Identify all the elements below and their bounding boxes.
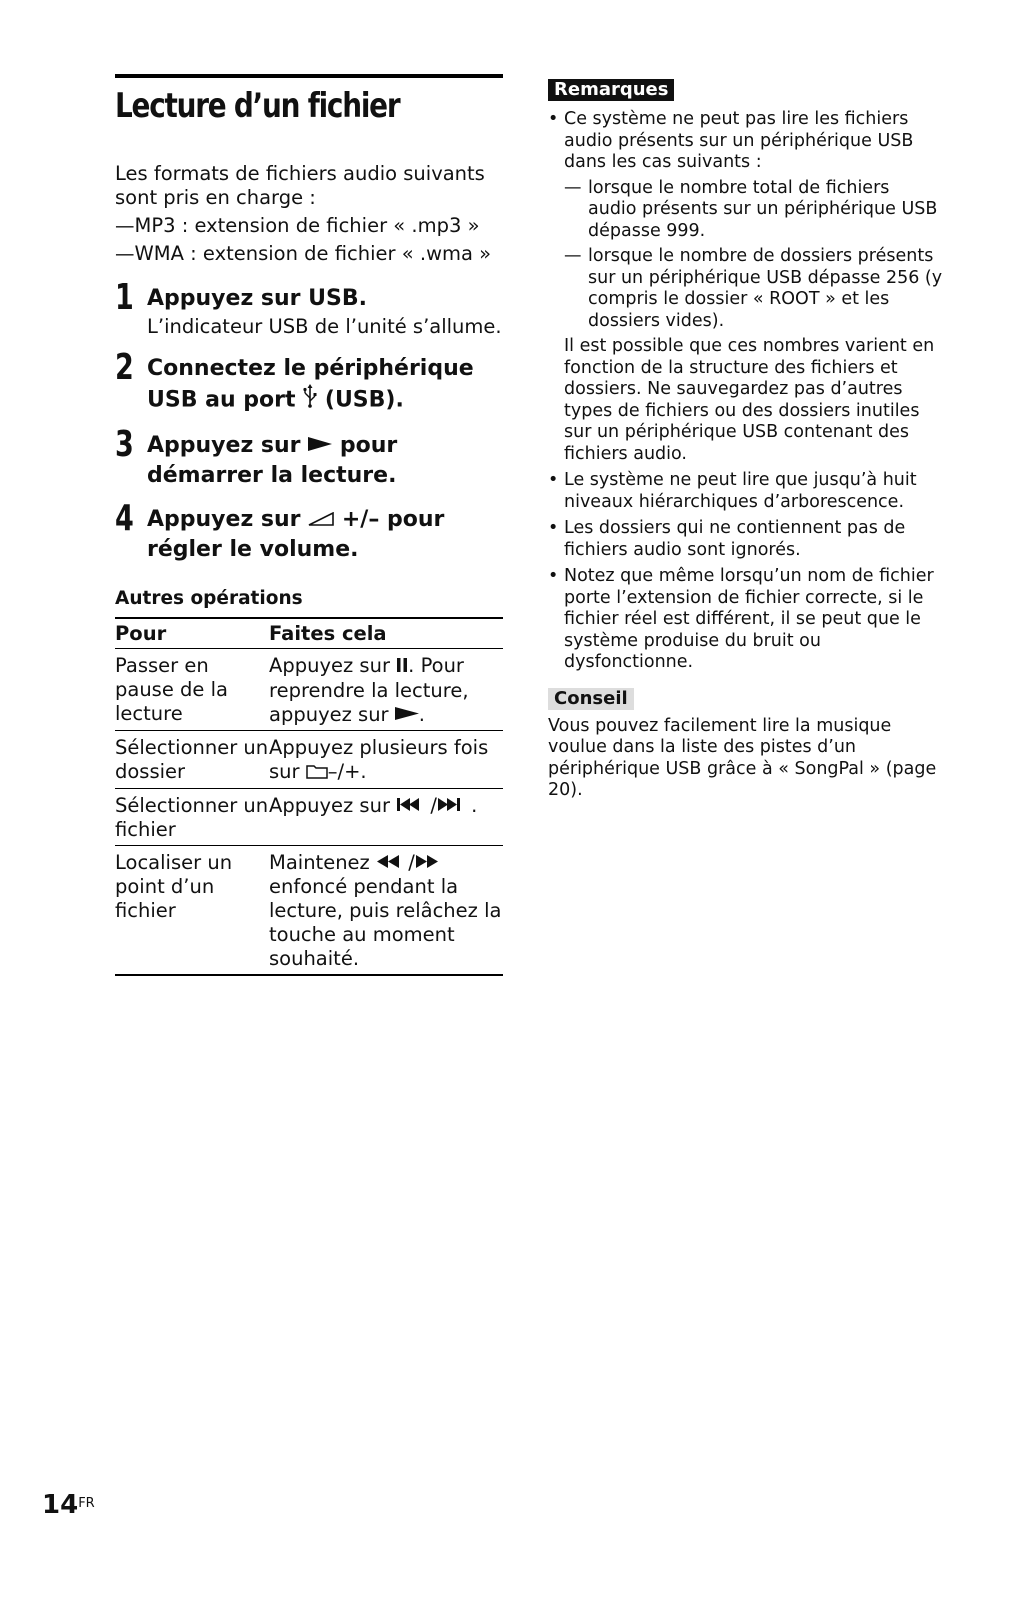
row-how: [269, 731, 503, 789]
how-text: Maintenez: [269, 850, 370, 874]
how-text: Appuyez sur: [269, 793, 390, 817]
table-row: [115, 845, 503, 975]
right-column: [548, 79, 943, 802]
row-how: [269, 845, 503, 975]
conseil-section: [548, 688, 943, 802]
ops-title: Autres opérations: [115, 588, 303, 609]
step-2: [115, 347, 503, 417]
col-header-faites: Faites cela: [269, 618, 503, 649]
skip-back-icon: [396, 794, 424, 818]
fast-forward-icon: [415, 851, 441, 875]
how-separator: /: [430, 793, 437, 817]
how-text-3: .: [418, 702, 425, 726]
how-text-2: . Pour reprendre la lecture, appuyez sur: [269, 654, 469, 726]
table-header-row: [115, 618, 503, 649]
list-item: — lorsque le nombre total de fichiers audio présents sur un périphérique USB dépasse 999.: [564, 177, 938, 241]
how-text-2: –/+.: [327, 760, 367, 783]
left-column: [115, 74, 503, 976]
list-item: • Notez que même lorsqu’un nom de fichier porte l’extension de fichier correcte, si le fichier réel est différent, il se peut que le système produise du bruit ou dysfonctionne.: [548, 566, 943, 674]
note-text: Ce système ne peut pas lire les fichiers audio présents sur un périphérique USB dans les cas suivants :: [564, 109, 914, 172]
format-wma: —WMA : extension de fichier « .wma »: [115, 242, 492, 265]
play-icon: [308, 431, 332, 461]
list-item: • Les dossiers qui ne contiennent pas de fichiers audio sont ignorés.: [548, 518, 943, 561]
ops-table: [115, 617, 503, 976]
step-head-text: Appuyez sur: [147, 433, 301, 458]
step-4: [115, 498, 503, 565]
volume-icon: [308, 505, 334, 535]
step-1: [115, 277, 503, 340]
col-header-pour: Pour: [115, 618, 269, 649]
how-text-3: .: [471, 793, 478, 817]
step-head-text: Connectez le périphérique USB au port: [147, 356, 474, 413]
step-number: 1: [115, 277, 134, 318]
how-text-3: enfoncé pendant la lecture, puis relâchez la touche au moment souhaité.: [269, 875, 502, 970]
usb-icon: [303, 384, 317, 417]
how-text: Appuyez sur: [269, 654, 390, 677]
how-separator: /: [408, 850, 415, 874]
page-number: [42, 1490, 95, 1520]
skip-forward-icon: [437, 794, 465, 818]
page-lang: FR: [78, 1496, 95, 1511]
list-item: — lorsque le nombre de dossiers présents sur un périphérique USB dépasse 256 (y compris le dossier « ROOT » et les dossiers vides).: [564, 246, 943, 331]
step-head: [147, 431, 503, 491]
title-rule: [115, 74, 503, 78]
table-row: [115, 731, 503, 789]
folder-icon: [306, 761, 328, 785]
page-title: Lecture d’un fichier: [115, 86, 400, 126]
pause-icon: [396, 655, 408, 679]
intro: [115, 162, 503, 266]
step-head: [147, 354, 503, 417]
sub-text: lorsque le nombre de dossiers présents sur un périphérique USB dépasse 256 (y compris le dossier « ROOT » et les dossiers vides).: [588, 246, 943, 331]
step-number: 3: [115, 424, 134, 465]
list-item: [548, 109, 943, 465]
step-head-text-end: (USB).: [324, 387, 404, 413]
step-head-text-end: pour démarrer la lecture.: [147, 433, 398, 488]
step-head: [147, 505, 503, 565]
row-how: [269, 788, 503, 845]
row-how: [269, 649, 503, 731]
list-item: • Le système ne peut lire que jusqu’à huit niveaux hiérarchiques d’arborescence.: [548, 470, 943, 513]
intro-text: Les formats de fichiers audio suivants sont pris en charge :: [115, 162, 485, 209]
conseil-text: Vous pouvez facilement lire la musique voulue dans la liste des pistes d’un périphérique USB grâce à « SongPal » (page 20).: [548, 715, 937, 800]
step-head: Appuyez sur USB.: [147, 286, 368, 311]
remarques-label: Remarques: [548, 79, 674, 101]
note-continued: Il est possible que ces nombres varient en fonction de la structure des fichiers et dossiers. Ne sauvegardez pas d’autres types de fichiers ou des dossiers inutiles sur un périphérique USB contenant des fichiers audio.: [564, 336, 935, 464]
step-3: [115, 424, 503, 491]
step-desc: L’indicateur USB de l’unité s’allume.: [147, 315, 502, 338]
play-icon: [395, 703, 419, 727]
step-head-text: Appuyez sur: [147, 507, 301, 532]
row-what: Passer en pause de la lecture: [115, 649, 269, 731]
sub-text: lorsque le nombre total de fichiers audio présents sur un périphérique USB dépasse 999.: [588, 177, 938, 241]
step-number: 4: [115, 498, 134, 539]
table-row: [115, 649, 503, 731]
row-what: Sélectionner un dossier: [115, 731, 269, 789]
rewind-icon: [376, 851, 402, 875]
table-row: [115, 788, 503, 845]
sub-list: [564, 178, 943, 333]
row-what: Sélectionner un fichier: [115, 788, 269, 845]
page-number-value: 14: [42, 1490, 79, 1520]
remarques-list: [548, 109, 943, 674]
row-what: Localiser un point d’un fichier: [115, 845, 269, 975]
format-mp3: —MP3 : extension de fichier « .mp3 »: [115, 214, 480, 237]
conseil-label: Conseil: [548, 688, 634, 710]
step-head-text-end: +/– pour régler le volume.: [147, 507, 445, 562]
step-number: 2: [115, 347, 134, 388]
how-text: Appuyez plusieurs fois sur: [269, 736, 489, 783]
